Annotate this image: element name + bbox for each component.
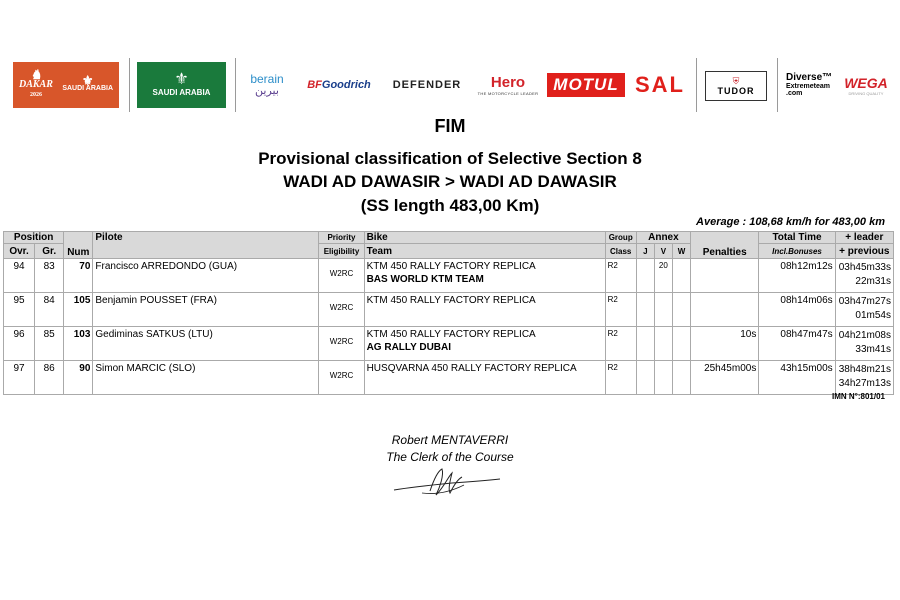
eligibility-cell xyxy=(319,259,364,293)
penalties-cell: 10s xyxy=(691,327,759,361)
average-speed: Average : 108,68 km/h for 483,00 km xyxy=(696,216,885,228)
imn-number: IMN N°:801/01 xyxy=(832,392,885,401)
eligibility-cell xyxy=(319,361,364,395)
table-row xyxy=(4,259,894,293)
annex-w-cell xyxy=(672,259,690,293)
eligibility-value: W2RC xyxy=(329,269,354,278)
class-cell: R2 xyxy=(605,361,636,395)
annex-w-header: W xyxy=(672,244,690,259)
annex-v-header: V xyxy=(654,244,672,259)
annex-w-cell xyxy=(672,361,690,395)
priority-header: Priority xyxy=(319,232,364,244)
gap-leader: 38h48m21s xyxy=(838,364,891,375)
bike-value: KTM 450 RALLY FACTORY REPLICA xyxy=(366,295,536,306)
ovr-cell: 95 xyxy=(4,293,35,327)
team-header: Team xyxy=(364,244,605,259)
bike-team-cell xyxy=(364,293,605,327)
handwritten-signature xyxy=(392,465,504,499)
bike-team-cell xyxy=(364,327,605,361)
bike-team-cell xyxy=(364,361,605,395)
gap-previous: 22m31s xyxy=(855,276,891,287)
annex-j-cell xyxy=(636,259,654,293)
position-header: Position xyxy=(4,232,64,244)
gr-cell: 86 xyxy=(35,361,64,395)
penalties-cell xyxy=(691,293,759,327)
gap-leader: 03h45m33s xyxy=(838,262,891,273)
pilote-cell: Francisco ARREDONDO (GUA) xyxy=(93,259,319,293)
bike-value: KTM 450 RALLY FACTORY REPLICA xyxy=(366,329,536,340)
penalties-cell: 25h45m00s xyxy=(691,361,759,395)
logo-divider xyxy=(777,58,778,112)
gr-cell: 84 xyxy=(35,293,64,327)
ovr-header: Ovr. xyxy=(4,244,35,259)
route-title: WADI AD DAWASIR > WADI AD DAWASIR xyxy=(283,172,617,191)
total-time-cell: 08h47m47s xyxy=(759,327,835,361)
table-row xyxy=(4,361,894,395)
eligibility-cell xyxy=(319,293,364,327)
total-time-header: Total Time xyxy=(759,232,835,244)
team-value: BAS WORLD KTM TEAM xyxy=(366,274,484,285)
ovr-cell: 96 xyxy=(4,327,35,361)
ovr-cell: 94 xyxy=(4,259,35,293)
incl-bonuses-header: Incl.Bonuses xyxy=(759,244,835,259)
annex-v-cell xyxy=(654,327,672,361)
num-cell: 90 xyxy=(64,361,93,395)
gap-previous: 34h27m13s xyxy=(838,378,891,389)
gap-cell xyxy=(835,361,893,395)
ovr-cell: 97 xyxy=(4,361,35,395)
annex-j-header: J xyxy=(636,244,654,259)
sal-logo: SAL xyxy=(635,72,685,97)
saudi-arabia-logo: ⚜ SAUDI ARABIA xyxy=(137,62,226,108)
leader-header: + leader xyxy=(835,232,893,244)
gap-cell xyxy=(835,293,893,327)
total-time-cell: 43h15m00s xyxy=(759,361,835,395)
team-value: AG RALLY DUBAI xyxy=(366,342,452,353)
gr-cell: 83 xyxy=(35,259,64,293)
class-cell: R2 xyxy=(605,327,636,361)
wega-logo: WEGA DRIVING QUALITY xyxy=(844,74,888,96)
bike-value: KTM 450 RALLY FACTORY REPLICA xyxy=(366,261,536,272)
logo-divider xyxy=(129,58,130,112)
num-cell: 103 xyxy=(64,327,93,361)
annex-v-cell: 20 xyxy=(654,259,672,293)
signer-name: Robert MENTAVERRI xyxy=(391,433,509,447)
gap-cell xyxy=(835,327,893,361)
class-cell: R2 xyxy=(605,259,636,293)
org-title: FIM xyxy=(434,116,466,136)
gr-cell: 85 xyxy=(35,327,64,361)
gap-previous: 33m41s xyxy=(855,344,891,355)
annex-j-cell xyxy=(636,327,654,361)
annex-j-cell xyxy=(636,293,654,327)
eligibility-value: W2RC xyxy=(329,371,354,380)
gap-leader: 04h21m08s xyxy=(838,330,891,341)
berain-logo: berain بيرين xyxy=(250,72,284,97)
bike-header: Bike xyxy=(364,232,605,244)
num-cell: 105 xyxy=(64,293,93,327)
pilote-cell: Gediminas SATKUS (LTU) xyxy=(93,327,319,361)
bike-value: HUSQVARNA 450 RALLY FACTORY REPLICA xyxy=(366,363,577,374)
motul-logo: MOTUL xyxy=(547,73,625,97)
defender-logo: DEFENDER xyxy=(392,79,462,91)
pilote-cell: Benjamin POUSSET (FRA) xyxy=(93,293,319,327)
annex-w-cell xyxy=(672,327,690,361)
eligibility-header: Eligibility xyxy=(319,244,364,259)
group-header: Group xyxy=(605,232,636,244)
class-cell: R2 xyxy=(605,293,636,327)
dakar-bedouin-icon: ♞ xyxy=(30,67,42,82)
classification-table xyxy=(3,231,894,395)
total-time-cell: 08h14m06s xyxy=(759,293,835,327)
tudor-logo: ⛨ TUDOR xyxy=(705,71,767,101)
gap-previous: 01m54s xyxy=(855,310,891,321)
annex-v-cell xyxy=(654,293,672,327)
annex-v-cell xyxy=(654,361,672,395)
pilote-cell: Simon MARCIC (SLO) xyxy=(93,361,319,395)
num-header: Num xyxy=(64,232,93,259)
pilote-header: Pilote xyxy=(93,232,319,259)
dakar-logo: ♞ DAKAR 2026 ⚜ SAUDI ARABIA xyxy=(13,62,119,108)
penalties-header: Penalties xyxy=(691,232,759,259)
table-row xyxy=(4,293,894,327)
penalties-cell xyxy=(691,259,759,293)
total-time-cell: 08h12m12s xyxy=(759,259,835,293)
palm-swords-icon: ⚜ xyxy=(174,71,189,88)
previous-header: + previous xyxy=(835,244,893,259)
logo-divider xyxy=(696,58,697,112)
tudor-shield-icon: ⛨ xyxy=(732,76,740,86)
gap-leader: 03h47m27s xyxy=(838,296,891,307)
num-cell: 70 xyxy=(64,259,93,293)
annex-header: Annex xyxy=(636,232,690,244)
class-header: Class xyxy=(605,244,636,259)
signer-role: The Clerk of the Course xyxy=(386,450,514,464)
annex-w-cell xyxy=(672,293,690,327)
page-title: Provisional classification of Selective Section 8 xyxy=(258,149,642,168)
eligibility-value: W2RC xyxy=(329,303,354,312)
bfgoodrich-logo: BF Goodrich xyxy=(307,79,371,91)
bike-team-cell xyxy=(364,259,605,293)
palm-swords-icon: ⚜ xyxy=(81,73,94,88)
eligibility-cell xyxy=(319,327,364,361)
gr-header: Gr. xyxy=(35,244,64,259)
diverse-logo: Diverse™ Extremeteam .com xyxy=(786,72,833,97)
table-row xyxy=(4,327,894,361)
gap-cell xyxy=(835,259,893,293)
stage-length: (SS length 483,00 Km) xyxy=(360,196,540,215)
annex-j-cell xyxy=(636,361,654,395)
logo-divider xyxy=(235,58,236,112)
hero-logo: Hero THE MOTORCYCLE LEADER xyxy=(477,73,539,96)
eligibility-value: W2RC xyxy=(329,337,354,346)
